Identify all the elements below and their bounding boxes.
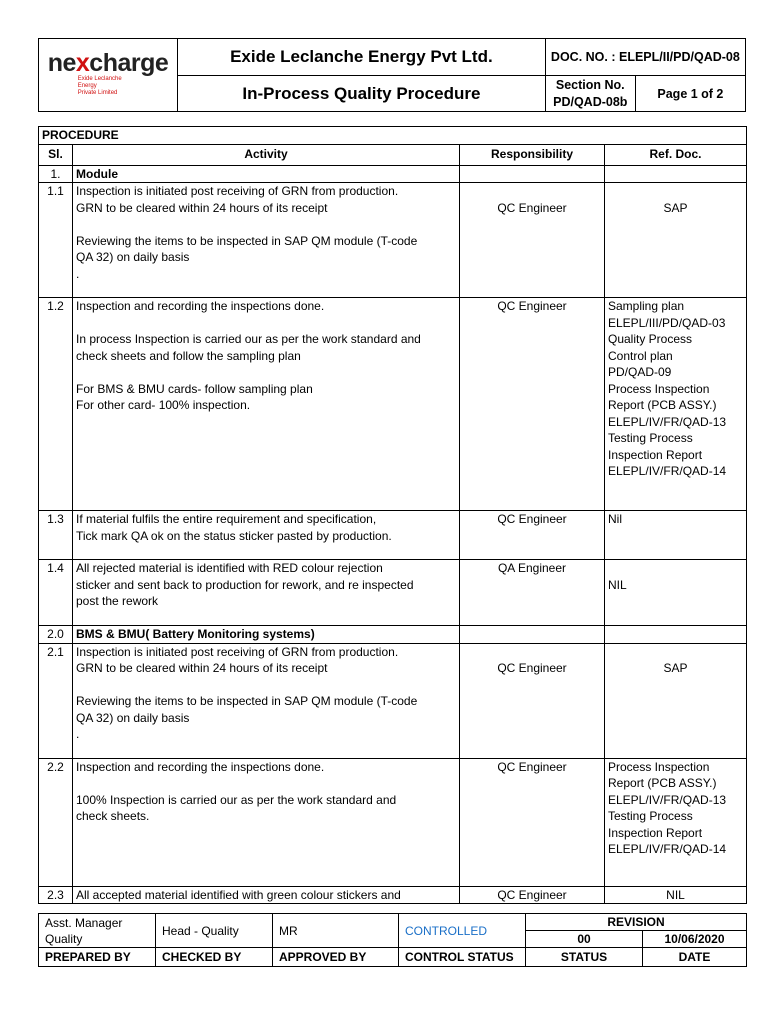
activity-cell-line: Inspection is initiated post receiving of GRN from production. xyxy=(76,184,399,198)
ref-doc-cell xyxy=(605,298,747,511)
procedure-row xyxy=(39,183,747,298)
ref-doc-cell-line: NIL xyxy=(608,577,627,592)
ref-doc-cell-line: ELEPL/IV/FR/QAD-14 xyxy=(608,464,727,478)
procedure-table xyxy=(38,126,747,904)
responsibility-cell-line xyxy=(463,644,601,661)
checked-by-label: CHECKED BY xyxy=(156,948,273,967)
approved-by-label: APPROVED BY xyxy=(273,948,399,967)
procedure-row xyxy=(39,643,747,758)
activity-cell-line: Tick mark QA ok on the status sticker pasted by production. xyxy=(76,528,392,543)
activity-cell-line: In process Inspection is carried our as per the work standard and xyxy=(76,332,421,346)
ref-doc-cell xyxy=(605,758,747,886)
activity-cell xyxy=(73,758,460,886)
responsibility-cell-line: QC Engineer xyxy=(497,299,567,313)
revision-heading: REVISION xyxy=(526,914,747,931)
approved-by-name: MR xyxy=(273,914,399,948)
ref-doc-cell-line: Quality Process xyxy=(608,332,693,346)
row-serial: 1. xyxy=(39,165,73,183)
activity-cell-line: sticker and sent back to production for rework, and re inspected xyxy=(76,577,414,592)
activity-cell-line xyxy=(76,216,456,233)
activity-cell-line: Reviewing the items to be inspected in SAP QM module (T-code xyxy=(76,233,418,248)
activity-cell xyxy=(73,511,460,560)
approval-footer xyxy=(38,913,747,967)
column-header-responsibility: Responsibility xyxy=(460,144,605,165)
activity-cell-line: post the rework xyxy=(76,594,159,608)
activity-cell-line xyxy=(76,315,456,332)
doc-number: DOC. NO. : ELEPL/II/PD/QAD-08 xyxy=(545,39,745,76)
responsibility-cell xyxy=(460,643,605,758)
document-header xyxy=(38,38,746,112)
ref-doc-cell-line: Report (PCB ASSY.) xyxy=(608,776,717,790)
ref-doc-cell-line: SAP xyxy=(663,200,688,215)
row-serial: 2.3 xyxy=(39,886,73,904)
row-serial: 1.3 xyxy=(39,511,73,560)
status-label: STATUS xyxy=(526,948,643,967)
ref-doc-cell-line xyxy=(608,560,743,577)
responsibility-cell xyxy=(460,560,605,626)
row-serial: 2.0 xyxy=(39,626,73,644)
activity-cell-line: Inspection and recording the inspections done. xyxy=(76,299,325,313)
activity-cell-line: 100% Inspection is carried our as per the work standard and xyxy=(76,792,397,807)
procedure-heading: PROCEDURE xyxy=(39,127,747,145)
company-name: Exide Leclanche Energy Pvt Ltd. xyxy=(178,39,546,76)
activity-cell xyxy=(73,560,460,626)
procedure-row xyxy=(39,886,747,904)
prepared-by-label: PREPARED BY xyxy=(39,948,156,967)
procedure-row xyxy=(39,298,747,511)
procedure-title: In-Process Quality Procedure xyxy=(178,76,546,112)
activity-cell-line: check sheets and follow the sampling plan xyxy=(76,348,301,363)
responsibility-cell-line: QC Engineer xyxy=(497,512,567,526)
column-header-activity: Activity xyxy=(73,144,460,165)
ref-doc-cell xyxy=(605,183,747,298)
responsibility-cell xyxy=(460,511,605,560)
procedure-row xyxy=(39,560,747,626)
ref-doc-cell-line xyxy=(608,644,743,661)
activity-cell-line: Inspection is initiated post receiving of GRN from production. xyxy=(76,644,399,659)
activity-cell xyxy=(73,298,460,511)
activity-cell-line xyxy=(76,775,456,792)
activity-cell-line: If material fulfils the entire requirement and specification, xyxy=(76,512,377,526)
activity-cell xyxy=(73,165,460,183)
activity-cell-line: . xyxy=(76,727,80,741)
activity-cell-line xyxy=(76,677,456,694)
date-label: DATE xyxy=(643,948,747,967)
activity-cell xyxy=(73,626,460,644)
responsibility-cell-line: QC Engineer xyxy=(497,661,567,675)
row-serial: 1.1 xyxy=(39,183,73,298)
ref-doc-cell-line: SAP xyxy=(663,661,688,675)
revision-status-value: 00 xyxy=(526,931,643,948)
ref-doc-cell xyxy=(605,886,747,904)
activity-cell xyxy=(73,886,460,904)
activity-cell-line: QA 32) on daily basis xyxy=(76,710,190,725)
activity-cell-line: check sheets. xyxy=(76,809,150,823)
responsibility-cell-line: QC Engineer xyxy=(497,887,567,902)
ref-doc-cell-line: Control plan xyxy=(608,348,673,363)
ref-doc-cell-line: Inspection Report xyxy=(608,825,703,840)
ref-doc-cell xyxy=(605,165,747,183)
ref-doc-cell-line: ELEPL/IV/FR/QAD-14 xyxy=(608,842,727,856)
ref-doc-cell xyxy=(605,626,747,644)
prepared-by-name: Asst. Manager Quality xyxy=(39,914,156,948)
ref-doc-cell-line: ELEPL/IV/FR/QAD-13 xyxy=(608,414,727,429)
page-number: Page 1 of 2 xyxy=(635,76,745,112)
row-serial: 1.4 xyxy=(39,560,73,626)
responsibility-cell-line: QC Engineer xyxy=(497,759,567,774)
activity-cell-line: For BMS & BMU cards- follow sampling plan xyxy=(76,381,313,396)
row-serial: 2.1 xyxy=(39,643,73,758)
ref-doc-cell-line: NIL xyxy=(666,887,685,902)
ref-doc-cell-line: Testing Process xyxy=(608,431,693,445)
control-status-value: CONTROLLED xyxy=(399,914,526,948)
ref-doc-cell xyxy=(605,511,747,560)
responsibility-cell xyxy=(460,298,605,511)
activity-cell-line: Module xyxy=(76,166,118,181)
responsibility-cell xyxy=(460,183,605,298)
responsibility-cell-line: QA Engineer xyxy=(497,561,567,575)
control-status-label: CONTROL STATUS xyxy=(399,948,526,967)
activity-cell-line: All rejected material is identified with RED colour rejection xyxy=(76,561,383,575)
ref-doc-cell-line: PD/QAD-09 xyxy=(608,365,672,379)
ref-doc-cell xyxy=(605,560,747,626)
ref-doc-cell-line: Process Inspection xyxy=(608,759,710,774)
responsibility-cell-line: QC Engineer xyxy=(497,200,567,215)
nexcharge-logo: nexcharge Exide Leclanche Energy Private Limited xyxy=(47,49,169,96)
responsibility-cell xyxy=(460,626,605,644)
activity-cell-line: For other card- 100% inspection. xyxy=(76,398,251,412)
column-header-ref-doc: Ref. Doc. xyxy=(605,144,747,165)
activity-cell-line: Reviewing the items to be inspected in SAP QM module (T-code xyxy=(76,694,418,708)
responsibility-cell-line xyxy=(463,183,601,200)
section-number: Section No. PD/QAD-08b xyxy=(545,76,635,112)
column-header-sl: Sl. xyxy=(39,144,73,165)
activity-cell-line: BMS & BMU( Battery Monitoring systems) xyxy=(76,627,315,641)
procedure-row xyxy=(39,626,747,644)
activity-cell-line: All accepted material identified with green colour stickers and xyxy=(76,887,401,902)
ref-doc-cell xyxy=(605,643,747,758)
activity-cell-line: . xyxy=(76,266,80,281)
ref-doc-cell-line: Inspection Report xyxy=(608,447,703,462)
checked-by-name: Head - Quality xyxy=(156,914,273,948)
ref-doc-cell-line: Report (PCB ASSY.) xyxy=(608,398,717,412)
procedure-row xyxy=(39,165,747,183)
ref-doc-cell-line: Nil xyxy=(608,512,622,526)
activity-cell-line: QA 32) on daily basis xyxy=(76,250,190,264)
row-serial: 2.2 xyxy=(39,758,73,886)
responsibility-cell xyxy=(460,758,605,886)
activity-cell-line: GRN to be cleared within 24 hours of its receipt xyxy=(76,661,328,675)
activity-cell xyxy=(73,643,460,758)
activity-cell-line: GRN to be cleared within 24 hours of its receipt xyxy=(76,200,328,215)
activity-cell xyxy=(73,183,460,298)
ref-doc-cell-line: Sampling plan xyxy=(608,299,685,313)
row-serial: 1.2 xyxy=(39,298,73,511)
activity-cell-line xyxy=(76,364,456,381)
responsibility-cell xyxy=(460,165,605,183)
ref-doc-cell-line: Process Inspection xyxy=(608,381,710,396)
ref-doc-cell-line: ELEPL/III/PD/QAD-03 xyxy=(608,315,726,330)
logo-cell xyxy=(39,39,178,112)
ref-doc-cell-line xyxy=(608,183,743,200)
ref-doc-cell-line: Testing Process xyxy=(608,809,693,823)
procedure-row xyxy=(39,758,747,886)
revision-date-value: 10/06/2020 xyxy=(643,931,747,948)
responsibility-cell xyxy=(460,886,605,904)
activity-cell-line: Inspection and recording the inspections done. xyxy=(76,759,325,774)
ref-doc-cell-line: ELEPL/IV/FR/QAD-13 xyxy=(608,792,727,807)
procedure-row xyxy=(39,511,747,560)
